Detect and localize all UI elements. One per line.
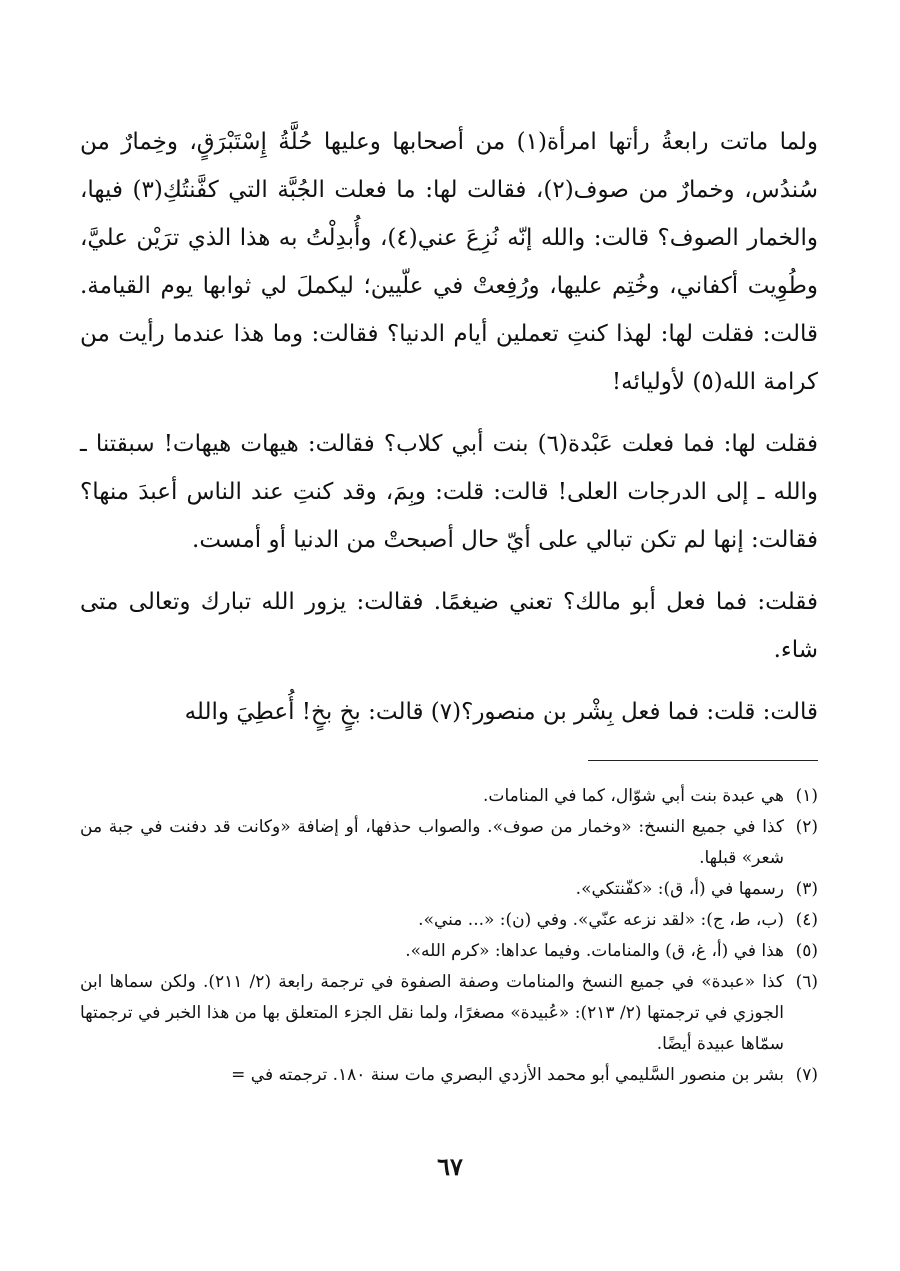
paragraph-4: قالت: قلت: فما فعل بِشْر بن منصور؟(٧) قالت: بخٍ بخٍ! أُعطِيَ والله [184, 699, 818, 725]
footnote-number: (٣) [795, 879, 818, 899]
footnote-text: كذا في جميع النسخ: «وخمار من صوف». والصواب حذفها، أو إضافة «وكانت قد دفنت في جبة من شعر» قبلها. [80, 817, 784, 868]
main-text [80, 118, 818, 736]
page-content [80, 118, 818, 1091]
footnote-3 [80, 874, 818, 905]
footnote-number: (٢) [795, 817, 818, 837]
paragraph-2: فقلت لها: فما فعلت عَبْدة(٦) بنت أبي كلاب؟ فقالت: هيهات هيهات! سبقتنا ـ والله ـ إلى الدرجات العلى! قالت: قلت: وبِمَ، وقد كنتِ عند الناس أعبدَ منها؟ فقالت: إنها لم تكن تبالي على أيّ حال أصبحتْ من الدنيا أو أمست. [80, 431, 818, 553]
footnote-number: (٥) [795, 941, 818, 961]
page-number: ٦٧ [437, 1152, 463, 1181]
paragraph-1: ولما ماتت رابعةُ رأتها امرأة(١) من أصحابها وعليها حُلَّةُ إِسْتَبْرَقٍ، وخِمارٌ من سُندُس، وخمارٌ من صوف(٢)، فقالت لها: ما فعلت الجُبَّة التي كفَّنتُكِ(٣) فيها، والخمار الصوف؟ قالت: والله إنّه نُزِعَ عني(٤)، وأُبدِلْتُ به هذا الذي ترَيْن عليَّ، وطُوِيت أكفاني، وخُتِم عليها، ورُفِعتْ في علّيين؛ ليكملَ لي ثوابها يوم القيامة. قالت: فقلت لها: لهذا كنتِ تعملين أيام الدنيا؟ فقالت: وما هذا عندما رأيت من كرامة الله(٥) لأوليائه! [80, 129, 818, 395]
footnote-text: بشر بن منصور السَّليمي أبو محمد الأزدي البصري مات سنة ١٨٠. ترجمته في = [231, 1065, 784, 1085]
footnote-separator [588, 760, 818, 761]
footnote-number: (١) [795, 786, 818, 806]
paragraph-3: فقلت: فما فعل أبو مالك؟ تعني ضيغمًا. فقالت: يزور الله تبارك وتعالى متى شاء. [80, 589, 818, 663]
footnote-number: (٦) [795, 972, 818, 992]
footnote-text: هذا في (أ، غ، ق) والمنامات. وفيما عداها: «كرم الله». [405, 941, 784, 961]
footnote-text: (ب، ط، ج): «لقد نزعه عنّي». وفي (ن): «... مني». [418, 910, 784, 930]
footnote-7 [80, 1060, 818, 1091]
footnote-6 [80, 967, 818, 1060]
footnote-4 [80, 905, 818, 936]
footnote-number: (٧) [795, 1065, 818, 1085]
footnotes [80, 781, 818, 1091]
footnote-5 [80, 936, 818, 967]
footnote-text: رسمها في (أ، ق): «كفّنتكي». [575, 879, 784, 899]
footnote-text: كذا «عبدة» في جميع النسخ والمنامات وصفة الصفوة في ترجمة رابعة (٢/ ٢١١). ولكن سماها ابن الجوزي في ترجمتها (٢/ ٢١٣): «عُبيدة» مصغرًا، ولما نقل الجزء المتعلق بها من هذا الخبر في ترجمتها سمّاها عبيدة أيضًا. [80, 972, 785, 1054]
footnote-1 [80, 781, 818, 812]
footnote-text: هي عبدة بنت أبي شوّال، كما في المنامات. [483, 786, 784, 806]
footnote-2 [80, 812, 818, 874]
footnote-number: (٤) [795, 910, 818, 930]
